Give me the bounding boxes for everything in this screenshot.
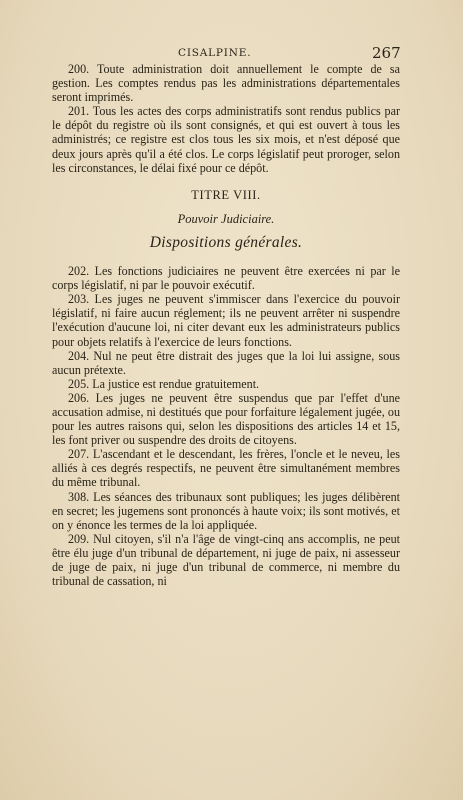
article-200: 200. Toute administration doit annuellement le compte de sa gestion. Les comptes rendus pas les administrations départementales seront imprimés.: [52, 62, 400, 105]
running-title: CISALPINE.: [178, 47, 252, 59]
page-number: 267: [372, 44, 401, 62]
article-205: 205. La justice est rendue gratuitement.: [68, 376, 260, 391]
running-head: [0, 44, 463, 64]
article-206: 206. Les juges ne peuvent être suspendus que par l'effet d'une accusation admise, ni destitués que pour forfaiture légalement jugée, ou pour les autres raisons qui, selon les dispositions des articles 14 et 15, les font priver ou suspendre des droits de citoyens.: [52, 390, 400, 448]
article-202: 202. Les fonctions judiciaires ne peuvent être exercées ni par le corps législatif, ni par le pouvoir exécutif.: [52, 264, 400, 293]
section-heading: Dispositions générales.: [149, 233, 303, 251]
article-209: 209. Nul citoyen, s'il n'a l'âge de vingt-cinq ans accomplis, ne peut être élu juge d'un tribunal de département, ni juge de paix, ni assesseur de juge de paix, ni juge d'un tribunal de commerce, ni membre du tribunal de cassation, ni: [52, 531, 400, 589]
article-207: 207. L'ascendant et le descendant, les frères, l'oncle et le neveu, les alliés à ces degrés respectifs, ne peuvent être simultanément membres du même tribunal.: [52, 447, 400, 490]
article-203: 203. Les juges ne peuvent s'immiscer dans l'exercice du pouvoir législatif, ni faire aucun réglement; ils ne peuvent arrêter ni suspendre l'exécution d'aucune loi, ni citer devant eux les administrateurs publics pour objets relatifs à l'exercice de leurs fonctions.: [52, 292, 400, 349]
pouvoir-subheading: Pouvoir Judiciaire.: [177, 211, 275, 226]
body-text: [52, 62, 400, 588]
article-204: 204. Nul ne peut être distrait des juges que la loi lui assigne, sous aucun prétexte.: [52, 348, 400, 377]
article-208: 308. Les séances des tribunaux sont publiques; les juges délibèrent en secret; les jugemens sont prononcés à haute voix; ils sont motivés, et on y énonce les termes de la loi appliquée.: [52, 489, 400, 532]
titre-heading: TITRE VIII.: [191, 187, 261, 202]
article-201: 201. Tous les actes des corps administratifs sont rendus publics par le dépôt du registre où ils sont consignés, et qui est ouvert à tous les administrés; ce registre est clos tous les six mois, et n'est déposé que deux jours après qu'il a été clos. Le corps législatif peut proroger, selon les circonstances, le délai fixé pour ce dépôt.: [52, 104, 400, 175]
